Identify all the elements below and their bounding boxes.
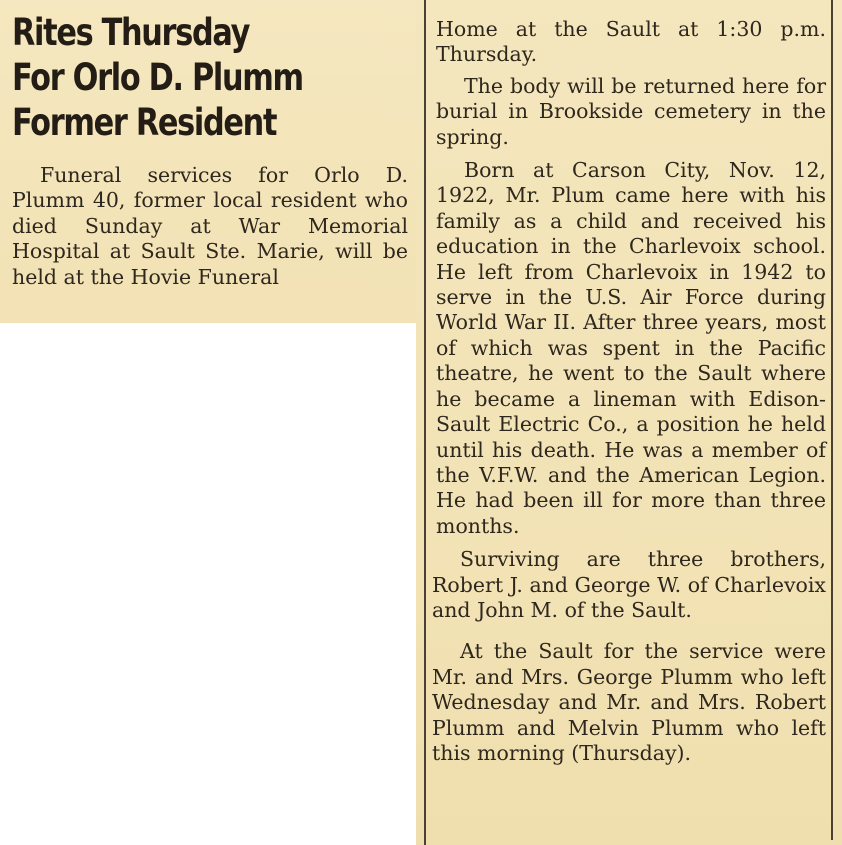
headline bbox=[12, 10, 338, 145]
article-lead-paragraph: Funeral services for Orlo D. Plumm 40, former local resident who died Sunday at War Memorial Hospital at Sault Ste. Marie, will be held at the Hovie Funeral bbox=[12, 163, 408, 289]
column-rule-left bbox=[424, 0, 426, 845]
article-paragraph-2: The body will be returned here for burial in Brookside cemetery in the spring. bbox=[436, 73, 826, 149]
article-paragraph-4: Surviving are three brothers, Robert J. and George W. of Charlevoix and John M. of the Sault. bbox=[432, 547, 826, 622]
clipping-right-column bbox=[416, 0, 842, 845]
clipping-left-column bbox=[0, 0, 418, 323]
headline-line-2: For Orlo D. Plumm bbox=[12, 56, 303, 99]
right-column-text bbox=[424, 17, 832, 766]
headline-line-1: Rites Thursday bbox=[12, 11, 250, 54]
article-paragraph-3: Born at Carson City, Nov. 12, 1922, Mr. Plum came here with his family as a child and received his education in the Charlevoix school. He left from Charlevoix in 1942 to serve in the U.S. Air Force during World War II. After three years, most of which was spent in the Pacific theatre, he went to the Sault where he became a lineman with Edison-Sault Electric Co., a position he held until his death. He was a member of the V.F.W. and the American Legion. He had been ill for more than three months. bbox=[436, 158, 826, 538]
column-rule-right bbox=[831, 0, 833, 840]
article-paragraph-5: At the Sault for the service were Mr. and Mrs. George Plumm who left Wednesday and Mr. and Mrs. Robert Plumm and Melvin Plumm who left this morning (Thursday). bbox=[432, 639, 826, 765]
headline-line-3: Former Resident bbox=[12, 101, 277, 144]
article-paragraph-1: Home at the Sault at 1:30 p.m. Thursday. bbox=[436, 17, 826, 67]
